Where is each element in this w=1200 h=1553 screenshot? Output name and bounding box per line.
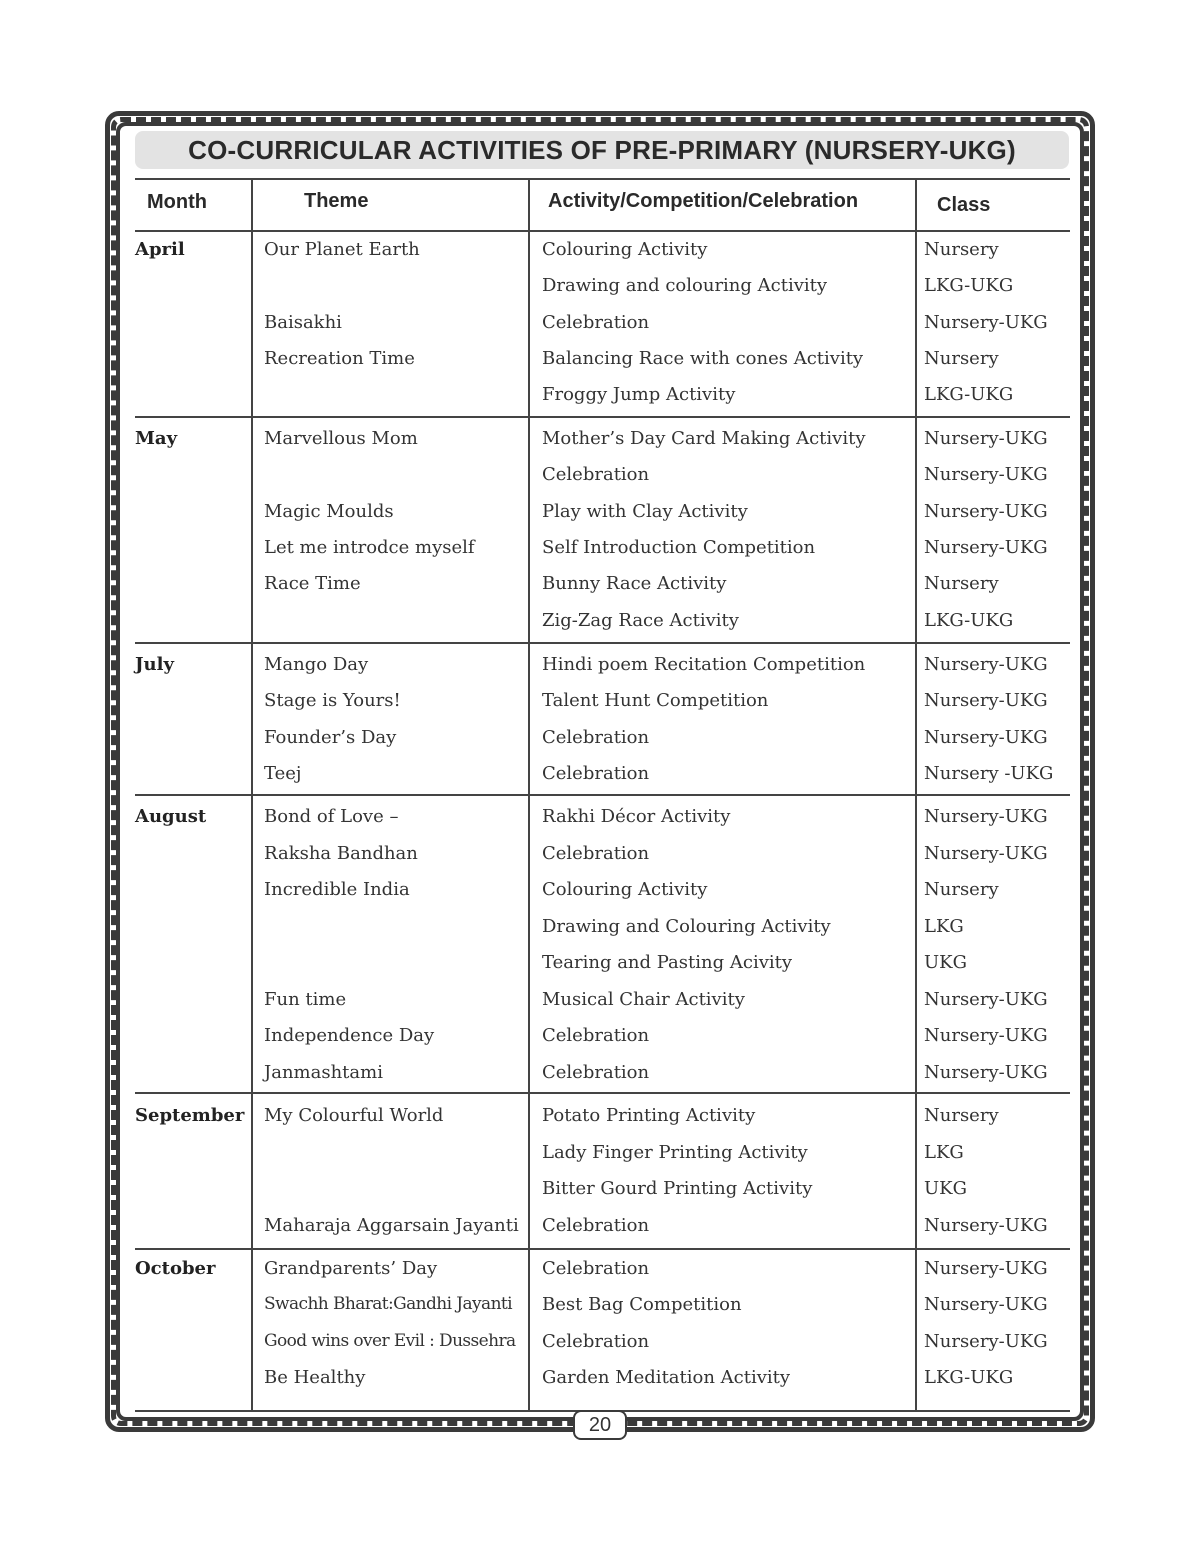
- column-header-activity: Activity/Competition/Celebration: [548, 190, 859, 212]
- section-divider: [135, 1092, 1070, 1094]
- table-cell-theme: Maharaja Aggarsain Jayanti: [264, 1215, 519, 1236]
- table-cell-activity: Rakhi Décor Activity: [542, 806, 731, 827]
- table-cell-month: May: [135, 428, 178, 449]
- table-cell-class: Nursery-UKG: [924, 1294, 1048, 1315]
- column-header-month: Month: [147, 191, 207, 213]
- table-cell-month: July: [135, 654, 174, 675]
- table-cell-class: Nursery: [924, 879, 999, 900]
- table-cell-activity: Celebration: [542, 763, 650, 784]
- table-cell-theme: Janmashtami: [264, 1062, 383, 1083]
- table-cell-activity: Celebration: [542, 1331, 650, 1352]
- table-cell-theme: Incredible India: [264, 879, 410, 900]
- table-cell-class: Nursery-UKG: [924, 501, 1048, 522]
- table-cell-month: September: [135, 1105, 245, 1126]
- table-cell-activity: Celebration: [542, 1215, 650, 1236]
- table-cell-activity: Celebration: [542, 727, 650, 748]
- column-header-class: Class: [937, 194, 991, 216]
- table-cell-theme: Grandparents’ Day: [264, 1258, 438, 1279]
- table-cell-theme: Swachh Bharat:Gandhi Jayanti: [264, 1294, 512, 1314]
- page-number: 20: [573, 1410, 627, 1440]
- table-cell-class: Nursery-UKG: [924, 1258, 1048, 1279]
- table-cell-theme: Raksha Bandhan: [264, 843, 418, 864]
- table-cell-theme: Teej: [264, 763, 302, 784]
- table-cell-theme: Marvellous Mom: [264, 428, 418, 449]
- table-cell-class: UKG: [924, 1178, 967, 1199]
- table-cell-class: Nursery-UKG: [924, 537, 1048, 558]
- table-cell-theme: Baisakhi: [264, 312, 342, 333]
- table-cell-theme: Let me introdce myself: [264, 537, 475, 558]
- table-cell-activity: Tearing and Pasting Acivity: [542, 952, 793, 973]
- table-cell-month: April: [135, 239, 185, 260]
- table-cell-activity: Celebration: [542, 464, 650, 485]
- table-cell-activity: Hindi poem Recitation Competition: [542, 654, 866, 675]
- table-cell-class: Nursery-UKG: [924, 464, 1048, 485]
- table-cell-month: August: [135, 806, 207, 827]
- section-divider: [135, 794, 1070, 796]
- table-cell-class: LKG: [924, 1142, 964, 1163]
- table-cell-class: Nursery-UKG: [924, 727, 1048, 748]
- table-cell-theme: Founder’s Day: [264, 727, 397, 748]
- table-cell-activity: Colouring Activity: [542, 879, 708, 900]
- table-cell-class: Nursery-UKG: [924, 989, 1048, 1010]
- table-cell-activity: Celebration: [542, 1025, 650, 1046]
- table-cell-activity: Talent Hunt Competition: [542, 690, 769, 711]
- section-divider: [135, 1248, 1070, 1250]
- table-cell-activity: Mother’s Day Card Making Activity: [542, 428, 866, 449]
- table-cell-theme: Be Healthy: [264, 1367, 366, 1388]
- table-cell-activity: Froggy Jump Activity: [542, 384, 736, 405]
- table-cell-activity: Celebration: [542, 843, 650, 864]
- table-cell-theme: Bond of Love –: [264, 806, 399, 827]
- column-divider: [915, 178, 917, 1411]
- table-cell-theme: Race Time: [264, 573, 361, 594]
- table-cell-activity: Best Bag Competition: [542, 1294, 742, 1315]
- column-header-theme: Theme: [304, 190, 369, 212]
- table-cell-class: Nursery-UKG: [924, 312, 1048, 333]
- table-cell-theme: Mango Day: [264, 654, 369, 675]
- table-cell-activity: Zig-Zag Race Activity: [542, 610, 739, 631]
- table-cell-activity: Bunny Race Activity: [542, 573, 727, 594]
- table-cell-month: October: [135, 1258, 216, 1279]
- table-cell-activity: Colouring Activity: [542, 239, 708, 260]
- table-cell-class: Nursery-UKG: [924, 654, 1048, 675]
- table-cell-class: Nursery-UKG: [924, 1062, 1048, 1083]
- table-cell-theme: Good wins over Evil : Dussehra: [264, 1331, 516, 1351]
- table-cell-activity: Musical Chair Activity: [542, 989, 745, 1010]
- header-bottom-rule: [135, 230, 1070, 232]
- table-cell-class: Nursery-UKG: [924, 1215, 1048, 1236]
- table-cell-activity: Garden Meditation Activity: [542, 1367, 791, 1388]
- table-top-rule: [135, 178, 1070, 180]
- table-cell-class: Nursery: [924, 348, 999, 369]
- table-cell-activity: Celebration: [542, 1258, 650, 1279]
- column-divider: [251, 178, 253, 1411]
- table-cell-activity: Potato Printing Activity: [542, 1105, 756, 1126]
- table-cell-theme: Our Planet Earth: [264, 239, 420, 260]
- table-cell-class: Nursery-UKG: [924, 1025, 1048, 1046]
- table-cell-class: Nursery-UKG: [924, 428, 1048, 449]
- table-cell-activity: Balancing Race with cones Activity: [542, 348, 864, 369]
- section-divider: [135, 642, 1070, 644]
- table-cell-activity: Self Introduction Competition: [542, 537, 816, 558]
- table-cell-class: LKG-UKG: [924, 384, 1014, 405]
- table-cell-class: UKG: [924, 952, 967, 973]
- table-cell-class: LKG-UKG: [924, 1367, 1014, 1388]
- table-cell-activity: Play with Clay Activity: [542, 501, 748, 522]
- table-cell-theme: Magic Moulds: [264, 501, 394, 522]
- table-cell-theme: Recreation Time: [264, 348, 415, 369]
- table-cell-class: Nursery: [924, 1105, 999, 1126]
- table-cell-class: LKG-UKG: [924, 275, 1014, 296]
- table-cell-activity: Lady Finger Printing Activity: [542, 1142, 808, 1163]
- table-cell-theme: Stage is Yours!: [264, 690, 401, 711]
- table-cell-activity: Drawing and Colouring Activity: [542, 916, 831, 937]
- section-divider: [135, 416, 1070, 418]
- table-cell-theme: Fun time: [264, 989, 347, 1010]
- table-cell-activity: Drawing and colouring Activity: [542, 275, 828, 296]
- table-cell-class: Nursery: [924, 239, 999, 260]
- table-cell-class: Nursery-UKG: [924, 1331, 1048, 1352]
- table-cell-activity: Celebration: [542, 312, 650, 333]
- table-cell-activity: Celebration: [542, 1062, 650, 1083]
- table-cell-activity: Bitter Gourd Printing Activity: [542, 1178, 813, 1199]
- table-cell-class: Nursery-UKG: [924, 806, 1048, 827]
- table-cell-class: Nursery: [924, 573, 999, 594]
- table-cell-class: Nursery-UKG: [924, 690, 1048, 711]
- table-cell-class: LKG: [924, 916, 964, 937]
- table-cell-class: LKG-UKG: [924, 610, 1014, 631]
- page-title: CO-CURRICULAR ACTIVITIES OF PRE-PRIMARY (NURSERY-UKG): [135, 131, 1069, 169]
- table-cell-class: Nursery -UKG: [924, 763, 1054, 784]
- table-cell-theme: My Colourful World: [264, 1105, 444, 1126]
- column-divider: [528, 178, 530, 1411]
- table-cell-class: Nursery-UKG: [924, 843, 1048, 864]
- table-cell-theme: Independence Day: [264, 1025, 435, 1046]
